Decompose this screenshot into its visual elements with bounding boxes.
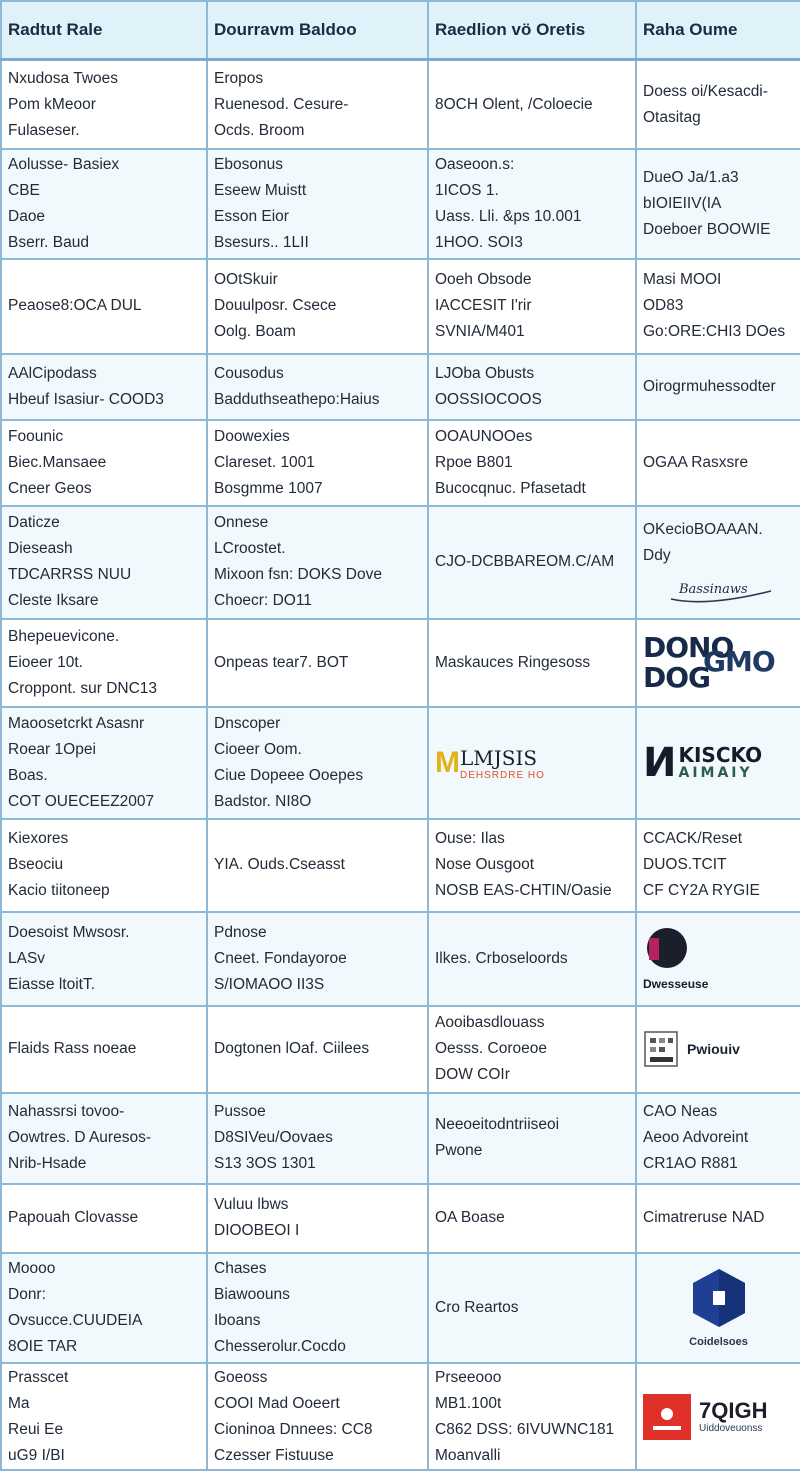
cell-line: Chesserolur.Cocdo <box>214 1337 346 1355</box>
cell-line: Ruenesod. Cesure- <box>214 95 349 113</box>
k-logo-text: KISCKO <box>678 743 763 768</box>
cell-line: LCroostet. <box>214 540 286 558</box>
cell-line: Masi MOOI <box>643 271 722 289</box>
cell-line: Iboans <box>214 1311 261 1329</box>
cell-line: IACCESIT I'rir <box>435 297 532 315</box>
m-logo <box>435 746 629 781</box>
table-cell <box>428 1253 636 1364</box>
table-row <box>1 420 800 507</box>
cell-line: Nrib-Hsade <box>8 1155 87 1173</box>
cell-line: 1ICOS 1. <box>435 181 499 199</box>
cell-line: Esson Eior <box>214 207 289 225</box>
table-cell <box>1 354 207 419</box>
cell-line: LJOba Obusts <box>435 364 535 382</box>
cell-line: DIOOBEOI I <box>214 1222 300 1240</box>
cell-line: Nxudosa Twoes <box>8 69 118 87</box>
table-row <box>1 1093 800 1185</box>
cell-line: OD83 <box>643 297 684 315</box>
cell-line: COOI Mad Ooeert <box>214 1394 340 1412</box>
cell-line: Hbeuf Isasiur- COOD3 <box>8 390 164 408</box>
cell-line: Bhepeuevicone. <box>8 628 120 646</box>
table-body <box>1 60 800 1471</box>
cell-line: D8SIVeu/Oovaes <box>214 1129 333 1147</box>
cell-line: Ilkes. Crboseloords <box>435 949 568 967</box>
table-cell <box>207 420 428 507</box>
table-cell <box>636 1006 800 1093</box>
table-cell <box>636 60 800 150</box>
cell-line: Rpoe B801 <box>435 453 513 471</box>
cell-line: Doesoist Mwsosr. <box>8 923 130 941</box>
cell-line: Chases <box>214 1259 267 1277</box>
red-logo <box>643 1394 794 1440</box>
duo-logo-overlay: GMO <box>703 645 775 679</box>
cell-line: Biawoouns <box>214 1285 290 1303</box>
cell-line: Otasitag <box>643 108 701 126</box>
cell-line: DOW COIr <box>435 1066 510 1084</box>
table-cell <box>428 1363 636 1470</box>
table-cell <box>1 1093 207 1185</box>
cell-line: Choecr: DO11 <box>214 592 312 610</box>
cell-line: Badduthseathepo:Haius <box>214 390 380 408</box>
cell-line: Bserr. Baud <box>8 233 89 251</box>
m-logo-sub: DEHSRDRE HO <box>460 769 545 781</box>
cell-line: Maoosetcrkt Asasnr <box>8 715 145 733</box>
hexagon-icon <box>689 1267 749 1329</box>
cell-line: Ooeh Obsode <box>435 271 532 289</box>
header-cell: Radtut Rale <box>1 1 207 60</box>
circle-logo <box>643 926 794 991</box>
table-cell <box>1 60 207 150</box>
table-row <box>1 1006 800 1093</box>
hex-logo-caption: Coidelsoes <box>689 1336 748 1349</box>
cell-line: CCACK/Reset <box>643 830 743 848</box>
table-cell <box>428 1006 636 1093</box>
cell-line: Cro Reartos <box>435 1298 519 1316</box>
m-logo-mark: M <box>435 746 460 780</box>
cell-line: Pussoe <box>214 1103 266 1121</box>
cell-line: COT OUECEEZ2007 <box>8 793 155 811</box>
table-row <box>1 819 800 912</box>
cell-line: Flaids Rass noeae <box>8 1040 137 1058</box>
table-cell <box>636 1363 800 1470</box>
cell-line: Oaseoon.s: <box>435 155 515 173</box>
cell-line: Oolg. Boam <box>214 323 296 341</box>
cell-line: Moooo <box>8 1259 56 1277</box>
table-cell <box>428 707 636 819</box>
table-cell <box>207 819 428 912</box>
cell-line: Donr: <box>8 1285 46 1303</box>
svg-text:Bassinaws: Bassinaws <box>679 582 748 598</box>
table-cell <box>207 1253 428 1364</box>
k-logo <box>643 740 794 786</box>
cell-line: uG9 I/BI <box>8 1446 65 1464</box>
cell-line: C862 DSS: 6IVUWNC181 <box>435 1420 615 1438</box>
table-cell <box>636 420 800 507</box>
table-cell <box>1 1253 207 1364</box>
table-row <box>1 707 800 819</box>
duo-logo-line1: DONO <box>643 631 734 665</box>
hex-logo <box>643 1267 794 1348</box>
duo-logo <box>643 633 794 693</box>
table-cell <box>207 149 428 259</box>
cell-line: Bucocqnuc. Pfasetadt <box>435 479 586 497</box>
swoosh-icon <box>667 573 777 607</box>
cell-line: LASv <box>8 949 46 967</box>
cell-line: Onpeas tear7. BOT <box>214 654 349 672</box>
cell-line: Dnscoper <box>214 715 281 733</box>
table-row <box>1 354 800 419</box>
table-row <box>1 912 800 1007</box>
cell-line: Clareset. 1001 <box>214 453 315 471</box>
table-row <box>1 1363 800 1470</box>
cell-line: Aeoo Advoreint <box>643 1129 749 1147</box>
table-cell <box>207 506 428 619</box>
header-cell: Raedlion vö Oretis <box>428 1 636 60</box>
cell-line: Prasscet <box>8 1368 69 1386</box>
cell-line: Roear 1Opei <box>8 741 96 759</box>
table-cell <box>428 149 636 259</box>
cell-line: Peaose8:OCA DUL <box>8 297 142 315</box>
cell-line: CAO Neas <box>643 1103 718 1121</box>
table-row <box>1 259 800 355</box>
header-cell: Raha Oume <box>636 1 800 60</box>
cell-line: OKecioBOAAAN. <box>643 521 763 539</box>
cell-line: CF CY2A RYGIE <box>643 882 760 900</box>
cell-line: Daoe <box>8 207 46 225</box>
cell-line: CR1AO R881 <box>643 1155 738 1173</box>
cell-line: TDCARRSS NUU <box>8 566 132 584</box>
table-cell <box>636 819 800 912</box>
table-cell <box>1 1184 207 1252</box>
cell-line: Mixoon fsn: DOKS Dove <box>214 566 382 584</box>
table-cell <box>428 506 636 619</box>
table-cell <box>1 619 207 708</box>
cell-line: Daticze <box>8 514 60 532</box>
header-cell: Dourravm Baldoo <box>207 1 428 60</box>
cell-line: Reui Ee <box>8 1420 64 1438</box>
circle-logo-caption: Dwesseuse <box>643 977 709 992</box>
cell-line: DUOS.TCIT <box>643 856 727 874</box>
cell-line: Pdnose <box>214 923 267 941</box>
cell-line: 1HOO. SOI3 <box>435 233 523 251</box>
cell-line: Bsesurs.. 1LII <box>214 233 309 251</box>
table-row <box>1 60 800 150</box>
cell-line: Pwone <box>435 1142 483 1160</box>
cell-line: Ebosonus <box>214 155 283 173</box>
cell-line: Cioninoa Dnnees: CC8 <box>214 1420 373 1438</box>
hinge-logo <box>643 1030 794 1068</box>
cell-line: Bseociu <box>8 856 64 874</box>
cell-line: YIA. Ouds.Cseasst <box>214 856 345 874</box>
cell-line: S/IOMAOO II3S <box>214 975 325 993</box>
cell-line: S13 3OS 1301 <box>214 1155 316 1173</box>
cell-line: Doeboer BOOWIE <box>643 220 771 238</box>
cell-line: Cneer Geos <box>8 479 92 497</box>
table-cell <box>207 912 428 1007</box>
cell-line: Ouse: Ilas <box>435 830 505 848</box>
table-cell <box>207 1184 428 1252</box>
cell-line: DueO Ja/1.a3 <box>643 168 739 186</box>
table-cell <box>207 707 428 819</box>
cell-line: Czesser Fistuuse <box>214 1446 334 1464</box>
table-cell <box>1 819 207 912</box>
cell-line: Cleste Iksare <box>8 592 99 610</box>
table-row <box>1 1253 800 1364</box>
table-cell <box>1 420 207 507</box>
hinge-logo-caption: Pwiouiv <box>687 1041 740 1058</box>
cell-line: Croppont. sur DNC13 <box>8 680 158 698</box>
cell-line: Nahassrsi tovoo- <box>8 1103 125 1121</box>
cell-line: Eiasse ltoitT. <box>8 975 96 993</box>
cell-line: Go:ORE:CHI3 DOes <box>643 323 786 341</box>
cell-line: Cimatreruse NAD <box>643 1209 765 1227</box>
cell-line: OOAUNOOes <box>435 427 533 445</box>
cell-line: 8OIE TAR <box>8 1337 78 1355</box>
cell-line: Cneet. Fondayoroe <box>214 949 347 967</box>
cell-line: Aolusse- Basiex <box>8 155 120 173</box>
circle-icon <box>643 926 703 972</box>
table-cell <box>636 1253 800 1364</box>
cell-line: MB1.100t <box>435 1394 502 1412</box>
cell-line: Ocds. Broom <box>214 121 305 139</box>
cell-line: 8OCH Olent, /Coloecie <box>435 95 593 113</box>
table-cell <box>207 1093 428 1185</box>
table-cell <box>636 1093 800 1185</box>
table-cell <box>428 60 636 150</box>
cell-line: Doess oi/Kesacdi- <box>643 82 768 100</box>
table-cell <box>636 912 800 1007</box>
cell-line: CBE <box>8 181 40 199</box>
cell-line: Cousodus <box>214 364 284 382</box>
table-row <box>1 1184 800 1252</box>
cell-line: bIOIEIIV(IA <box>643 194 722 212</box>
cell-line: Eropos <box>214 69 264 87</box>
table-cell <box>428 354 636 419</box>
table-row <box>1 506 800 619</box>
cell-line: Ma <box>8 1394 30 1412</box>
cell-line: Douulposr. Csece <box>214 297 337 315</box>
cell-line: Dogtonen lOaf. Ciilees <box>214 1040 370 1058</box>
k-logo-mark: Ͷ <box>643 740 677 787</box>
table-cell <box>207 354 428 419</box>
table-cell <box>636 259 800 355</box>
cell-line: Ovsucce.CUUDEIA <box>8 1311 143 1329</box>
table-cell <box>207 1363 428 1470</box>
cell-line: OA Boase <box>435 1209 505 1227</box>
cell-line: Vuluu lbws <box>214 1196 289 1214</box>
table-cell <box>207 259 428 355</box>
swoosh-logo <box>643 573 794 607</box>
table-cell <box>1 1363 207 1470</box>
table-cell <box>428 1184 636 1252</box>
cell-line: Oesss. Coroeoe <box>435 1040 547 1058</box>
cell-line: Goeoss <box>214 1368 268 1386</box>
table-cell <box>428 420 636 507</box>
cell-line: Pom kMeoor <box>8 95 96 113</box>
cell-line: Neeoeitodntriiseoi <box>435 1116 560 1134</box>
table-row <box>1 619 800 708</box>
cell-line: Bosgmme 1007 <box>214 479 323 497</box>
cell-line: Kacio tiitoneep <box>8 882 110 900</box>
cell-line: Dieseash <box>8 540 73 558</box>
cell-line: NOSB EAS-CHTIN/Oasie <box>435 882 612 900</box>
cell-line: Onnese <box>214 514 269 532</box>
grid-icon <box>643 1030 679 1068</box>
table-cell <box>428 1093 636 1185</box>
cell-line: Maskauces Ringesoss <box>435 654 591 672</box>
duo-logo-line2: DOG <box>643 661 711 695</box>
table-cell <box>1 912 207 1007</box>
red-square-icon <box>643 1394 691 1440</box>
cell-line: Cioeer Oom. <box>214 741 302 759</box>
table-cell <box>1 259 207 355</box>
cell-line: Oirogrmuhessodter <box>643 377 776 395</box>
red-logo-sub: Uiddoveuonss <box>699 1423 763 1435</box>
header-row <box>1 1 800 60</box>
table-cell <box>428 259 636 355</box>
table-cell <box>636 619 800 708</box>
cell-line: Oowtres. D Auresos- <box>8 1129 151 1147</box>
cell-line: Papouah Clovasse <box>8 1209 139 1227</box>
cell-line: Foounic <box>8 427 64 445</box>
cell-line: Ddy <box>643 547 671 565</box>
cell-line: OOSSIOCOOS <box>435 390 542 408</box>
table-cell <box>428 819 636 912</box>
cell-line: Moanvalli <box>435 1446 501 1464</box>
cell-line: OOtSkuir <box>214 271 278 289</box>
cell-line: Doowexies <box>214 427 290 445</box>
cell-line: OGAA Rasxsre <box>643 453 749 471</box>
table-cell <box>1 1006 207 1093</box>
cell-line: Aooibasdlouass <box>435 1014 545 1032</box>
cell-line: Eioeer 10t. <box>8 654 83 672</box>
k-logo-sub: AIMAIY <box>678 765 753 782</box>
cell-line: Biec.Mansaee <box>8 453 107 471</box>
cell-line: Eseew Muistt <box>214 181 307 199</box>
cell-line: Badstor. NI8O <box>214 793 312 811</box>
red-logo-text: 7QIGH <box>699 1398 768 1424</box>
cell-line: Uass. Lli. &ps 10.001 <box>435 207 582 225</box>
table-cell <box>207 60 428 150</box>
table-cell <box>207 619 428 708</box>
table-cell <box>636 1184 800 1252</box>
table-cell <box>1 707 207 819</box>
table-cell <box>207 1006 428 1093</box>
table-cell <box>428 912 636 1007</box>
table-cell <box>428 619 636 708</box>
table-cell <box>636 707 800 819</box>
cell-line: Ciue Dopeee Ooepes <box>214 767 364 785</box>
table-cell <box>1 506 207 619</box>
table-cell <box>636 354 800 419</box>
cell-line: Boas. <box>8 767 48 785</box>
cell-line: Nose Ousgoot <box>435 856 535 874</box>
cell-line: Fulaseser. <box>8 121 80 139</box>
cell-line: AAlCipodass <box>8 364 97 382</box>
cell-line: CJO-DCBBAREOM.C/AM <box>435 553 615 571</box>
cell-line: Prseeooo <box>435 1368 502 1386</box>
table-cell <box>636 506 800 619</box>
table-row <box>1 149 800 259</box>
m-logo-text: LMJSIS <box>460 745 538 770</box>
table-cell <box>1 149 207 259</box>
cell-line: Kiexores <box>8 830 69 848</box>
table-cell <box>636 149 800 259</box>
cell-line: SVNIA/M401 <box>435 323 525 341</box>
